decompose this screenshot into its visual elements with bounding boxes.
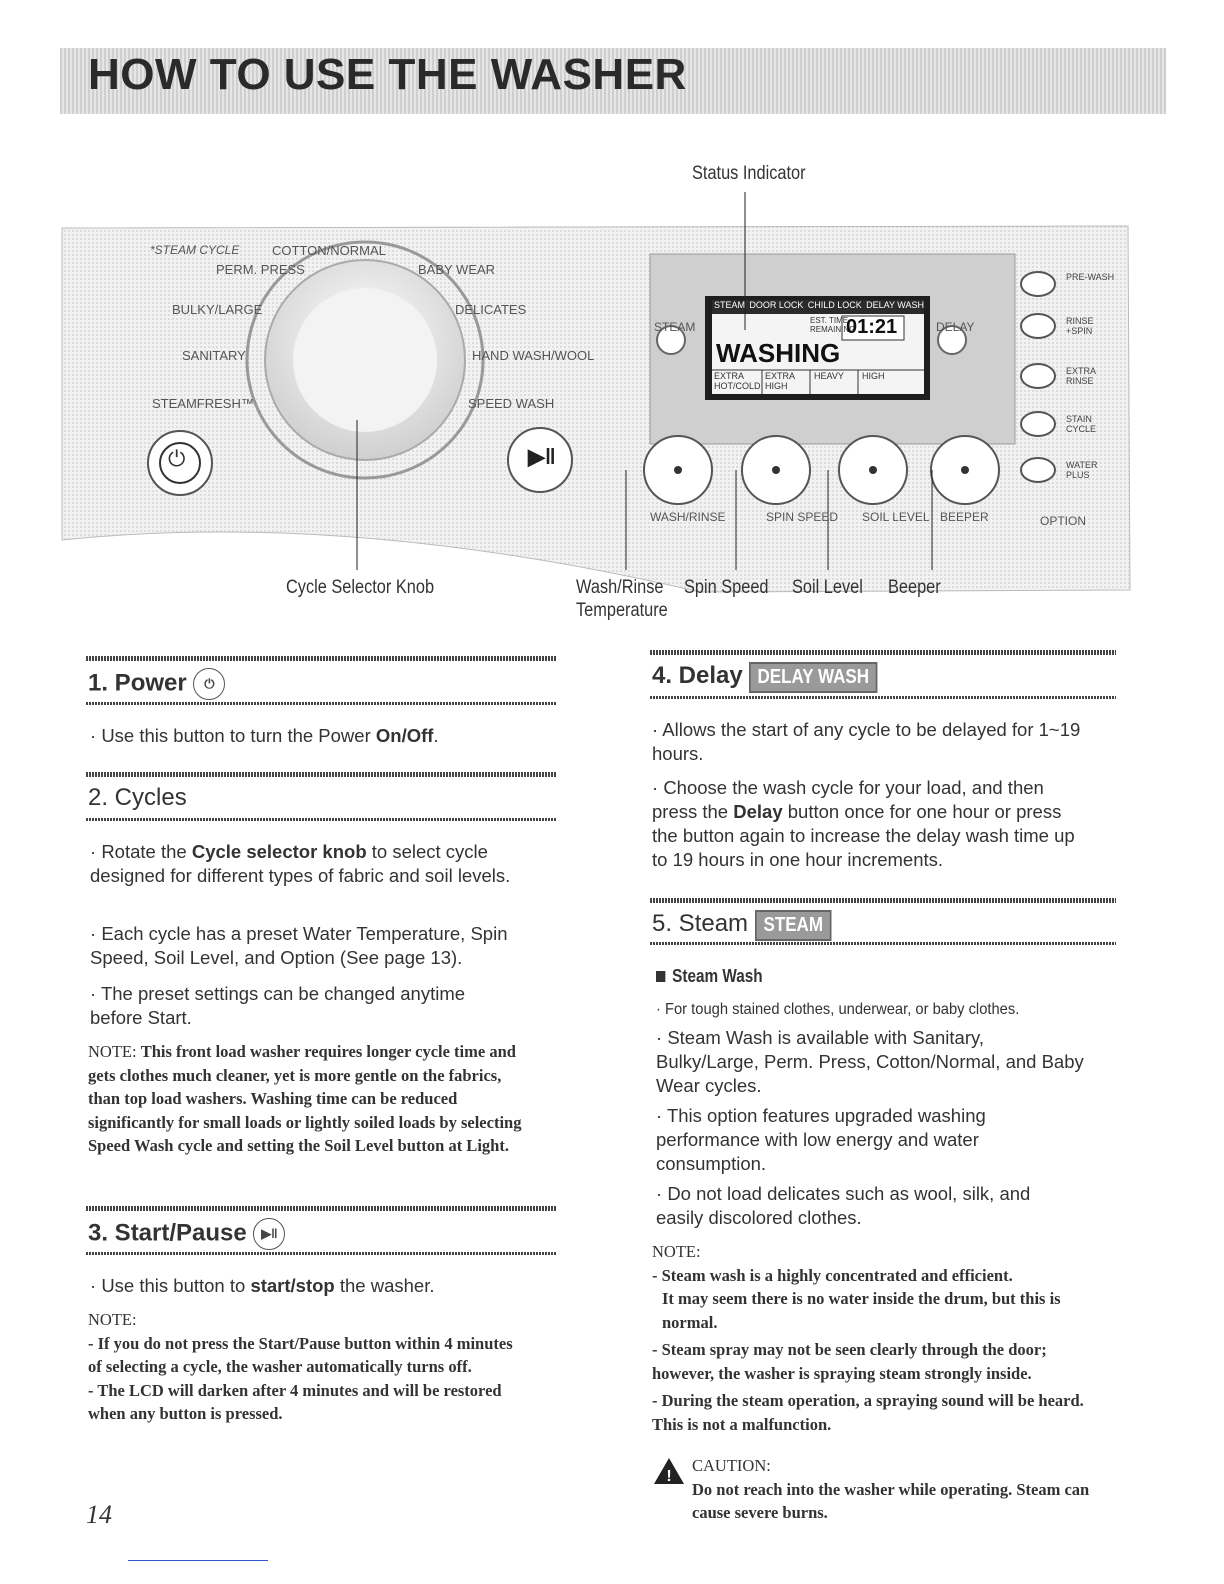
steam-wash-subhead: Steam Wash [656, 966, 763, 987]
section-rule [86, 818, 556, 821]
callout-status-indicator: Status Indicator [692, 163, 806, 184]
lcd-indicators [714, 300, 924, 310]
start-pause-bullet: · Use this button to start/stop the washer. [90, 1275, 435, 1296]
start-pause-button-icon[interactable]: ▶‖ [528, 444, 556, 469]
section-rule [86, 656, 556, 661]
knob-label-steam-cycle: *STEAM CYCLE [150, 243, 240, 257]
option-label: OPTION [1040, 514, 1087, 528]
cycles-note: NOTE: This front load washer requires longer cycle time and gets clothes much cleaner, yet is more gentle on the fabrics, than top load washers. Washing time can be reduced significantly for small loads or lightly soiled loads by selecting Speed Wash cycle and setting the Soil Level button at Light. [88, 1042, 522, 1155]
lcd-indicator-door-lock: DOOR LOCK [749, 300, 804, 310]
section-rule [86, 1206, 556, 1211]
page-number: 14 [86, 1500, 112, 1529]
power-bullet: · Use this button to turn the Power On/Off. [90, 725, 439, 746]
cycles-bullet-2: · Each cycle has a preset Water Temperature, Spin Speed, Soil Level, and Option (See page 13). [90, 923, 508, 968]
lcd-option-extra-hot-cold: EXTRA HOT/COLD [714, 371, 761, 391]
section-rule [86, 702, 556, 705]
knob-label-cotton-normal: COTTON/NORMAL [272, 243, 386, 258]
water-plus-label: WATER PLUS [1066, 460, 1098, 480]
callout-soil-level: Soil Level [792, 577, 863, 598]
callout-temperature: Temperature [576, 600, 668, 621]
stain-cycle-label: STAIN CYCLE [1066, 414, 1097, 434]
steam-bullet-2: · Steam Wash is available with Sanitary, Bulky/Large, Perm. Press, Cotton/Normal, and Baby Wear cycles. [656, 1027, 1084, 1096]
section-title-steam: 5. Steam STEAM [652, 910, 845, 941]
knob-label-baby-wear: BABY WEAR [418, 262, 496, 277]
knob-label-perm-press: PERM. PRESS [216, 262, 305, 277]
caution-block: CAUTION: Do not reach into the washer while operating. Steam can cause severe burns. [692, 1456, 1090, 1522]
start-pause-icon: ▶‖ [253, 1218, 285, 1250]
steam-bullet-3: · This option features upgraded washing performance with low energy and water consumption. [656, 1105, 986, 1174]
section-rule [650, 696, 1116, 699]
knob-label-bulky-large: BULKY/LARGE [172, 302, 263, 317]
delay-bullet-1: · Allows the start of any cycle to be delayed for 1~19 hours. [652, 719, 1081, 764]
section-rule [86, 772, 556, 777]
callout-cycle-selector-knob: Cycle Selector Knob [286, 577, 435, 598]
knob-label-delicates: DELICATES [455, 302, 527, 317]
lcd-indicator-delay-wash: DELAY WASH [866, 300, 924, 310]
svg-text:!: ! [666, 1468, 672, 1485]
knob-label-sanitary: SANITARY [182, 348, 246, 363]
footer-link-line [128, 1560, 268, 1561]
knob-label-steamfresh: STEAMFRESH™ [152, 396, 254, 411]
lcd-option-extra-high: EXTRA HIGH [765, 371, 795, 391]
knob-label-speed-wash: SPEED WASH [468, 396, 555, 411]
power-icon: ⏻ [193, 668, 225, 700]
section-title-cycles: 2. Cycles [88, 784, 187, 811]
lcd-time: 01:21 [846, 316, 898, 338]
delay-bullet-2: · Choose the wash cycle for your load, and then press the Delay button once for one hour or press the button again to increase the delay wash time up to 19 hours in one hour increments. [652, 777, 1075, 870]
callout-spin-speed: Spin Speed [684, 577, 769, 598]
section-rule [650, 942, 1116, 945]
control-panel-diagram [0, 150, 1224, 640]
lcd-indicator-child-lock: CHILD LOCK [807, 300, 862, 310]
steam-note: NOTE: - Steam wash is a highly concentrated and efficient. It may seem there is no water inside the drum, but this is normal. - Steam spray may not be seen clearly through the door; however, the washer is spraying steam strongly inside. - During the steam operation, a spraying sound will be heard. This is not a malfunction. [652, 1242, 1084, 1434]
power-button-icon[interactable]: ⏻ [168, 446, 186, 471]
callout-beeper: Beeper [888, 577, 941, 598]
steam-bullet-4: · Do not load delicates such as wool, silk, and easily discolored clothes. [656, 1183, 1031, 1228]
dial-label-beeper: BEEPER [940, 510, 989, 524]
extra-rinse-label: EXTRA RINSE [1066, 366, 1096, 386]
lcd-option-high: HIGH [862, 371, 885, 381]
dial-label-soil-level: SOIL LEVEL [862, 510, 930, 524]
page-title: HOW TO USE THE WASHER [88, 50, 687, 99]
lcd-indicator-steam: STEAM [714, 300, 746, 310]
dial-label-spin-speed: SPIN SPEED [766, 510, 839, 524]
pre-wash-label: PRE-WASH [1066, 272, 1115, 282]
section-title-start-pause: 3. Start/Pause ▶‖ [88, 1218, 285, 1250]
callout-wash-rinse: Wash/Rinse [576, 577, 664, 598]
lcd-delay-button-label[interactable]: DELAY [936, 320, 975, 334]
start-pause-note: NOTE: - If you do not press the Start/Pause button within 4 minutes of selecting a cycle, the washer automatically turns off. - The LCD will darken after 4 minutes and will be restored when any button is pressed. [88, 1310, 513, 1423]
lcd-est-time-label: EST. TIME REMAINING [810, 316, 856, 334]
steam-tag: STEAM [755, 910, 832, 941]
lcd-status: WASHING [716, 338, 841, 368]
cycles-bullet-1: · Rotate the Cycle selector knob to select cycle designed for different types of fabric and soil levels. [90, 841, 511, 886]
warning-icon [652, 1456, 686, 1491]
lcd-steam-button-label[interactable]: STEAM [654, 320, 696, 334]
section-title-delay: 4. Delay DELAY WASH [652, 662, 901, 693]
lcd-option-heavy: HEAVY [814, 371, 844, 381]
dial-label-wash-rinse: WASH/RINSE [650, 510, 726, 524]
square-bullet-icon [656, 971, 665, 982]
section-rule [86, 1252, 556, 1255]
section-title-power: 1. Power ⏻ [88, 668, 225, 700]
rinse-spin-label: RINSE +SPIN [1066, 316, 1094, 336]
knob-label-hand-wash-wool: HAND WASH/WOOL [472, 348, 595, 363]
delay-wash-tag: DELAY WASH [749, 662, 877, 693]
steam-bullet-1: · For tough stained clothes, underwear, or baby clothes. [656, 1001, 1020, 1018]
section-rule [650, 650, 1116, 655]
cycles-bullet-3: · The preset settings can be changed anytime before Start. [90, 983, 466, 1028]
section-rule [650, 898, 1116, 903]
